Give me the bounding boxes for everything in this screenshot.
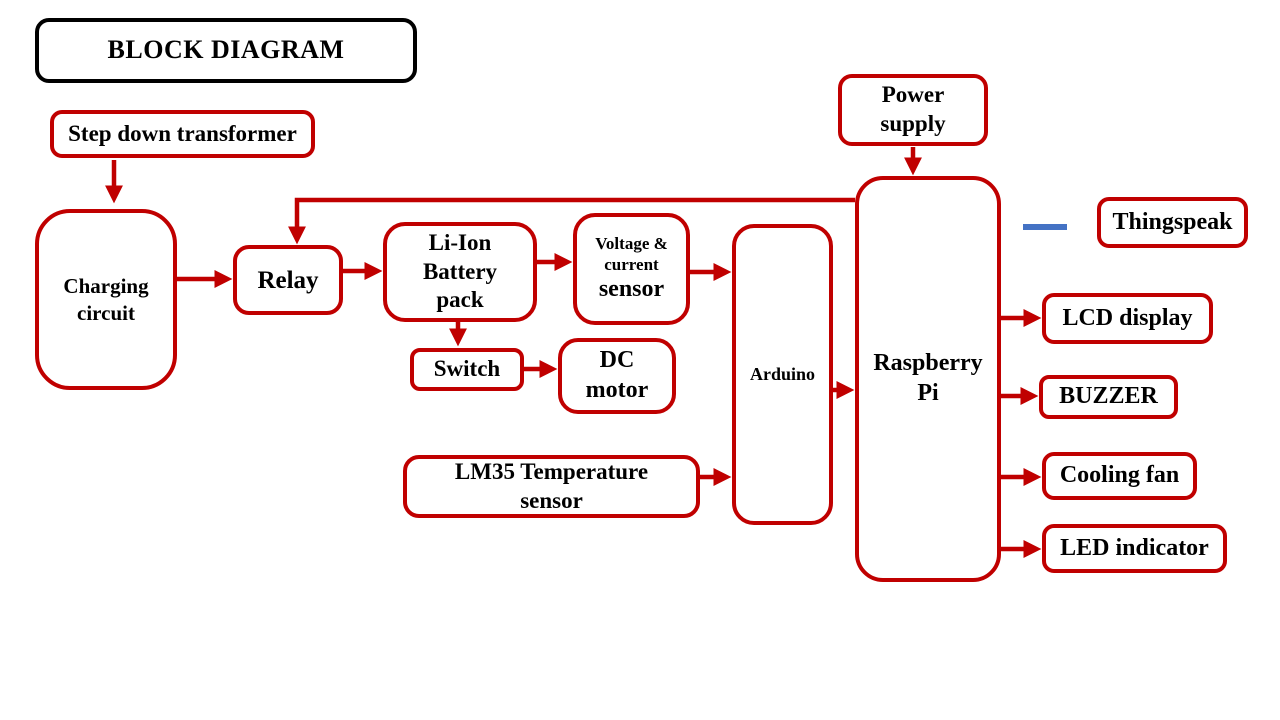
diagram-title-box — [35, 18, 417, 83]
node-label: Pi — [917, 380, 939, 406]
node-raspberry-pi — [855, 176, 1001, 582]
node-relay — [233, 245, 343, 315]
node-dc-motor — [558, 338, 676, 414]
node-buzzer — [1039, 375, 1178, 419]
node-label: Step down transformer — [68, 120, 297, 146]
node-label: Arduino — [749, 364, 816, 385]
node-label: Switch — [433, 356, 501, 382]
node-label: Cooling fan — [1059, 462, 1180, 489]
node-label: Raspberry — [873, 350, 983, 377]
node-label: Power — [881, 82, 945, 108]
node-label: Thingspeak — [1112, 208, 1233, 235]
node-label: motor — [585, 377, 649, 403]
node-thingspeak — [1097, 197, 1248, 248]
node-li-ion-battery-pack — [383, 222, 537, 322]
node-label: Battery — [422, 258, 498, 284]
node-label: sensor — [520, 487, 583, 513]
node-label: LM35 Temperature — [454, 458, 649, 484]
node-label: Charging — [63, 274, 149, 299]
rpi-thingspeak-link-dash — [1023, 224, 1067, 230]
node-label: LCD display — [1062, 304, 1193, 331]
node-label: sensor — [598, 276, 665, 303]
node-label: current — [604, 255, 659, 275]
node-charging-circuit — [35, 209, 177, 390]
node-voltage-current-sensor — [573, 213, 690, 325]
node-led-indicator — [1042, 524, 1227, 573]
node-label: BUZZER — [1059, 383, 1158, 410]
node-label: Relay — [257, 266, 319, 294]
node-label: LED indicator — [1060, 534, 1209, 561]
node-label: DC — [599, 347, 635, 374]
node-step-down-transformer — [50, 110, 315, 158]
node-label: Voltage & — [595, 234, 668, 254]
node-cooling-fan — [1042, 452, 1197, 500]
node-power-supply — [838, 74, 988, 146]
node-lm35-temperature-sensor — [403, 455, 700, 518]
node-lcd-display — [1042, 293, 1213, 344]
node-arduino — [732, 224, 833, 525]
node-label: pack — [436, 287, 484, 313]
node-label: supply — [880, 111, 946, 136]
node-switch — [410, 348, 524, 391]
node-label: Li-Ion — [428, 230, 492, 256]
diagram-title: BLOCK DIAGRAM — [107, 35, 345, 65]
node-label: circuit — [77, 300, 135, 325]
